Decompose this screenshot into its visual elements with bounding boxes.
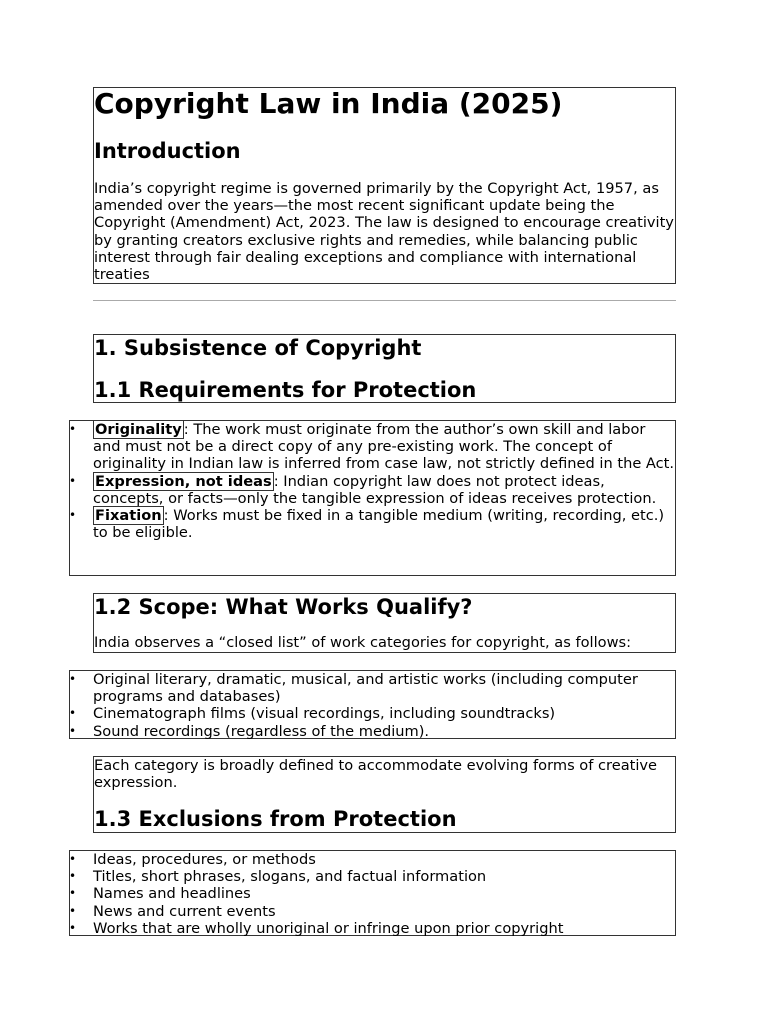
- section-divider: [93, 300, 676, 301]
- scope-note-text: Each category is broadly defined to accommodate evolving forms of creative expression.: [94, 757, 658, 792]
- intro-section: [93, 87, 676, 284]
- subsection-1-3-heading: 1.3 Exclusions from Protection: [94, 807, 457, 832]
- requirements-list: [70, 421, 675, 541]
- section1-heading: 1. Subsistence of Copyright: [94, 336, 422, 360]
- scope-list: [70, 671, 675, 740]
- intro-heading: Introduction: [94, 139, 241, 163]
- list-item: • Names and headlines: [70, 885, 675, 902]
- list-item-term: Originality: [95, 421, 182, 438]
- scope-list-box: [69, 670, 676, 739]
- list-item: • Works that are wholly unoriginal or infringe upon prior copyright: [70, 920, 675, 937]
- list-item: [70, 473, 675, 507]
- subsection-1-2-box: [93, 593, 676, 653]
- list-item-term: Expression, not ideas: [95, 472, 272, 490]
- requirements-list-box: [69, 420, 676, 576]
- list-item-text: : Indian copyright law does not protect ideas, concepts, or facts—only the tangible expression of ideas receives protection.: [93, 472, 657, 507]
- list-item-term: Fixation: [95, 507, 162, 525]
- list-item-text: : Works must be fixed in a tangible medium (writing, recording, etc.) to be eligible.: [93, 507, 665, 542]
- list-item: [70, 507, 675, 541]
- list-item-text: : The work must originate from the author’s own skill and labor and must not be a direct copy of any pre-existing work. The concept of originality in Indian law is inferred from case law, not strictly defined in the Act.: [93, 421, 675, 473]
- list-item: [70, 421, 675, 473]
- subsection-1-3-box: [93, 756, 676, 833]
- exclusions-list-box: [69, 850, 676, 936]
- list-item: • Cinematograph films (visual recordings, including soundtracks): [70, 705, 675, 722]
- intro-paragraph: India’s copyright regime is governed primarily by the Copyright Act, 1957, as amended over the years—the most recent significant update being the Copyright (Amendment) Act, 2023. The law is designed to encourage creativity by granting creators exclusive rights and remedies, while balancing public interest through fair dealing exceptions and compliance with international treaties: [94, 180, 674, 284]
- subsection-1-2-heading: 1.2 Scope: What Works Qualify?: [94, 595, 473, 619]
- list-item: • Sound recordings (regardless of the medium).: [70, 723, 675, 740]
- page-title: Copyright Law in India (2025): [94, 87, 563, 120]
- subsection-1-1-heading: 1.1 Requirements for Protection: [94, 378, 477, 402]
- list-item: • Original literary, dramatic, musical, and artistic works (including computer programs and databases): [70, 671, 675, 705]
- section1-heading-box: [93, 334, 676, 403]
- list-item: • News and current events: [70, 903, 675, 920]
- list-item: • Titles, short phrases, slogans, and factual information: [70, 868, 675, 885]
- list-item: • Ideas, procedures, or methods: [70, 851, 675, 868]
- exclusions-list: [70, 851, 675, 937]
- scope-lead-text: India observes a “closed list” of work categories for copyright, as follows:: [94, 634, 632, 651]
